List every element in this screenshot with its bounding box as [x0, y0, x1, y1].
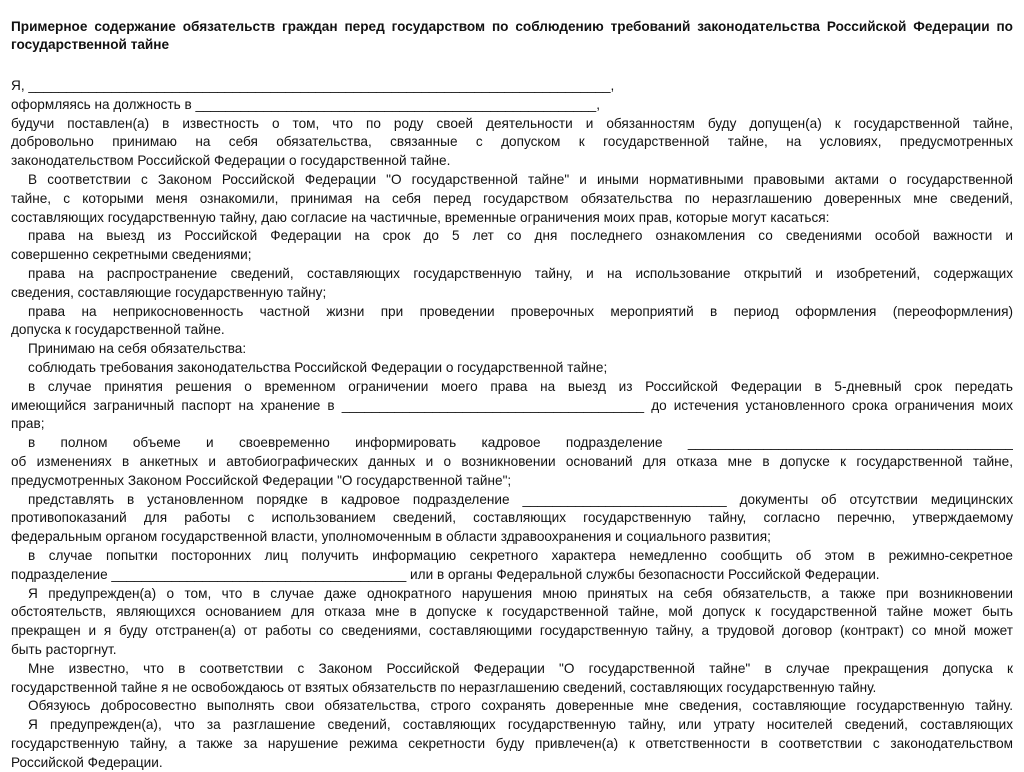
text-line: сведения, составляющие государственную тайну; — [11, 284, 327, 300]
text-line: Мне известно, что в соответствии с Законом Российской Федерации "О государственной тайне" в случае прекращения допуска к — [28, 660, 1013, 676]
text-line: В соответствии с Законом Российской Федерации "О государственной тайне" и иными нормативными правовыми актами о государственной — [28, 171, 1013, 187]
text-line: в случае принятия решения о временном ограничении моего права на выезд из Российской Федерации в 5-дневный срок передать — [28, 378, 1013, 394]
text-line: прекращен и я буду отстранен(а) от работы со сведениями, составляющими государственную тайну, а трудовой договор (контракт) со мной может — [11, 623, 1013, 639]
text-line: Обязуюсь добросовестно выполнять свои обязательства, строго сохранять доверенные мне сведения, составляющие государственную тайну. — [28, 698, 1013, 714]
text-line: будучи поставлен(а) в известность о том, что по роду своей деятельности и обязанностям буду допущен(а) к государственной тайне, — [11, 115, 1013, 131]
text-line: предусмотренных Законом Российской Федерации "О государственной тайне"; — [11, 472, 512, 488]
text-line: соблюдать требования законодательства Российской Федерации о государственной тайне; — [28, 359, 608, 375]
text-line: законодательством Российской Федерации о государственной тайне. — [11, 153, 451, 169]
document-title: Примерное содержание обязательств граждан перед государством по соблюдению требований законодательства Российской Федерации по государственной тайне — [11, 19, 1013, 52]
text-line: оформляясь на должность в _____________________________________________________, — [11, 96, 600, 112]
text-line: допуска к государственной тайне. — [11, 322, 225, 338]
text-line: государственной тайне я не освобождаюсь от взятых обязательств по неразглашению сведений, составляющих государственную тайну. — [11, 679, 877, 695]
text-line: федеральным органом государственной власти, уполномоченным в области здравоохранения и социального развития; — [11, 529, 771, 545]
text-line: права на распространение сведений, составляющих государственную тайну, и на использование открытий и изобретений, содержащих — [28, 265, 1013, 281]
text-line: прав; — [11, 416, 45, 432]
text-line: Принимаю на себя обязательства: — [28, 341, 247, 357]
document-body — [11, 77, 1013, 772]
text-line: об изменениях в анкетных и автобиографических данных и о возникновении оснований для отказа мне в допуске к государственной тайне, — [11, 453, 1013, 469]
text-line: добровольно принимаю на себя обязательства, связанные с допуском к государственной тайне, на условиях, предусмотренных — [11, 134, 1013, 150]
text-line: Я, _____________________________________________________________________________, — [11, 78, 615, 93]
text-line: права на неприкосновенность частной жизни при проведении проверочных мероприятий в период оформления (переоформления) — [28, 303, 1013, 319]
text-line: совершенно секретными сведениями; — [11, 247, 252, 263]
text-line: Российской Федерации. — [11, 754, 163, 770]
text-line: составляющих государственную тайну, даю согласие на частичные, временные ограничения моих прав, которые могут касаться: — [11, 209, 830, 225]
text-line: Я предупрежден(а) о том, что в случае даже однократного нарушения мною принятых на себя обязательств, а также при возникновении — [28, 585, 1013, 601]
text-line: в полном объеме и своевременно информировать кадровое подразделение ___________________________________________ — [28, 435, 1013, 451]
text-line: обстоятельств, являющихся основанием для отказа мне в допуске к государственной тайне, мой допуск к государственной тайне может быть — [11, 604, 1013, 620]
text-line: имеющийся заграничный паспорт на хранение в ________________________________________ до истечения установленного срока ограничения моих — [11, 397, 1013, 413]
text-line: подразделение _______________________________________ или в органы Федеральной службы безопасности Российской Федерации. — [11, 566, 880, 582]
text-line: быть расторгнут. — [11, 641, 117, 657]
text-line: права на выезд из Российской Федерации на срок до 5 лет со дня последнего ознакомления со сведениями особой важности и — [28, 228, 1013, 244]
text-line: тайне, с которыми меня ознакомили, принимая на себя перед государством обязательства по неразглашению доверенных мне сведений, — [11, 190, 1013, 206]
text-line: противопоказаний для работы с использованием сведений, составляющих государственную тайну, согласно перечню, утверждаемому — [11, 510, 1013, 526]
text-line: представлять в установленном порядке в кадровое подразделение ___________________________ документы об отсутствии медицинских — [28, 491, 1013, 507]
text-line: государственную тайну, а также за нарушение режима секретности буду привлечен(а) к ответственности в соответствии с законодательством — [11, 735, 1013, 751]
text-line: в случае попытки посторонних лиц получить информацию секретного характера немедленно сообщить об этом в режимно-секретное — [28, 547, 1013, 563]
text-line: Я предупрежден(а), что за разглашение сведений, составляющих государственную тайну, или утрату носителей сведений, составляющих — [28, 717, 1013, 733]
